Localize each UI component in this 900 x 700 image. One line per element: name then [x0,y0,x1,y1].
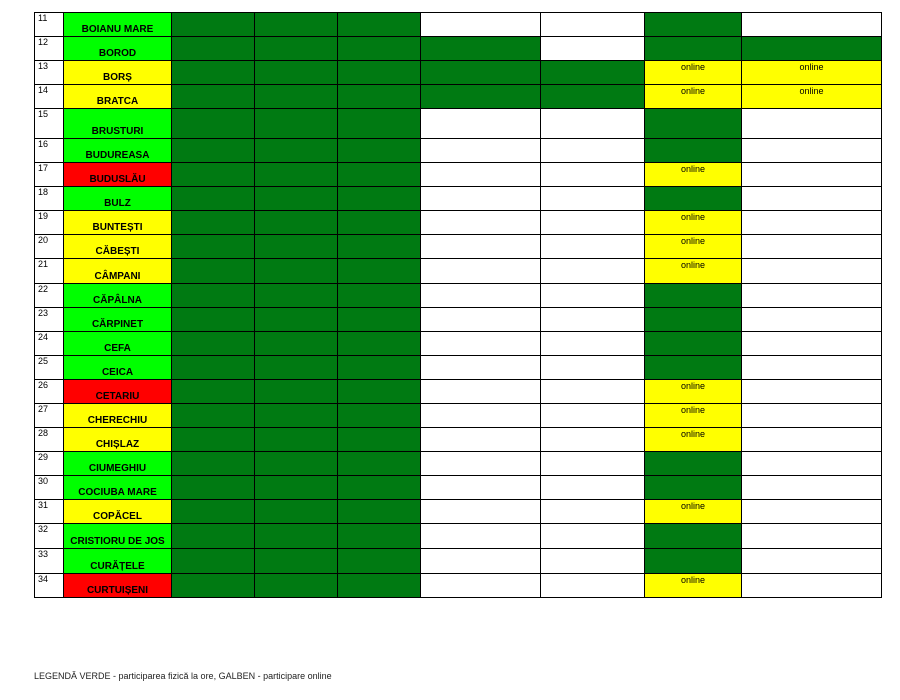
status-cell [541,549,645,574]
status-cell [742,549,882,574]
status-cell [541,259,645,284]
status-cell [541,139,645,163]
status-cell [255,259,338,284]
locality-name: CEICA [64,356,172,380]
status-cell [541,211,645,235]
status-cell [255,85,338,109]
table-row [35,284,882,308]
status-cell [421,61,541,85]
status-cell [645,109,742,139]
status-cell [338,476,421,500]
status-cell [541,380,645,404]
status-cell [541,524,645,549]
status-cell [742,404,882,428]
status-cell [645,308,742,332]
locality-name: CĂRPINET [64,308,172,332]
status-cell [421,452,541,476]
row-number: 24 [35,332,64,356]
status-cell [338,284,421,308]
online-cell: online [645,85,742,109]
status-cell [421,109,541,139]
online-cell: online [645,235,742,259]
status-cell [421,332,541,356]
online-cell: online [742,61,882,85]
status-cell [541,235,645,259]
row-number: 12 [35,37,64,61]
status-cell [172,61,255,85]
status-cell [742,163,882,187]
attendance-table-container [34,12,882,598]
status-cell [338,428,421,452]
status-cell [172,332,255,356]
row-number: 15 [35,109,64,139]
status-cell [172,284,255,308]
table-row [35,211,882,235]
status-cell [338,404,421,428]
locality-name: CURTUIȘENI [64,574,172,598]
online-cell: online [645,259,742,284]
status-cell [338,500,421,524]
status-cell [742,139,882,163]
status-cell [742,235,882,259]
status-cell [255,109,338,139]
status-cell [742,37,882,61]
status-cell [742,356,882,380]
online-cell: online [645,61,742,85]
status-cell [338,259,421,284]
table-row [35,452,882,476]
status-cell [541,356,645,380]
status-cell [541,109,645,139]
status-cell [421,404,541,428]
online-cell: online [645,500,742,524]
locality-name: BUNTEȘTI [64,211,172,235]
online-cell: online [742,85,882,109]
row-number: 13 [35,61,64,85]
status-cell [172,259,255,284]
online-cell: online [645,428,742,452]
status-cell [255,428,338,452]
status-cell [645,284,742,308]
status-cell [172,235,255,259]
online-cell: online [645,574,742,598]
status-cell [172,574,255,598]
status-cell [172,211,255,235]
status-cell [172,404,255,428]
status-cell [742,500,882,524]
status-cell [338,109,421,139]
status-cell [645,356,742,380]
locality-name: CÂMPANI [64,259,172,284]
status-cell [421,163,541,187]
status-cell [338,163,421,187]
status-cell [645,187,742,211]
row-number: 25 [35,356,64,380]
status-cell [742,187,882,211]
status-cell [541,452,645,476]
status-cell [172,428,255,452]
table-body [35,13,882,598]
status-cell [255,61,338,85]
row-number: 17 [35,163,64,187]
row-number: 22 [35,284,64,308]
status-cell [338,308,421,332]
status-cell [255,404,338,428]
row-number: 11 [35,13,64,37]
locality-name: BOROD [64,37,172,61]
status-cell [338,61,421,85]
status-cell [172,163,255,187]
status-cell [742,332,882,356]
status-cell [645,332,742,356]
row-number: 30 [35,476,64,500]
row-number: 33 [35,549,64,574]
table-row [35,139,882,163]
status-cell [172,139,255,163]
status-cell [421,13,541,37]
row-number: 26 [35,380,64,404]
status-cell [255,500,338,524]
table-row [35,163,882,187]
table-row [35,308,882,332]
status-cell [421,187,541,211]
row-number: 18 [35,187,64,211]
status-cell [421,235,541,259]
locality-name: BOIANU MARE [64,13,172,37]
status-cell [338,13,421,37]
online-cell: online [645,163,742,187]
table-row [35,574,882,598]
status-cell [421,139,541,163]
locality-name: BULZ [64,187,172,211]
table-row [35,428,882,452]
status-cell [255,476,338,500]
table-row [35,259,882,284]
locality-name: BRATCA [64,85,172,109]
status-cell [742,524,882,549]
row-number: 23 [35,308,64,332]
attendance-table [34,12,882,598]
status-cell [541,308,645,332]
status-cell [338,211,421,235]
status-cell [541,187,645,211]
status-cell [421,308,541,332]
locality-name: CRISTIORU DE JOS [64,524,172,549]
status-cell [421,211,541,235]
status-cell [645,524,742,549]
locality-name: BUDUSLĂU [64,163,172,187]
locality-name: CEFA [64,332,172,356]
row-number: 16 [35,139,64,163]
status-cell [645,476,742,500]
status-cell [338,574,421,598]
status-cell [742,259,882,284]
row-number: 29 [35,452,64,476]
status-cell [421,574,541,598]
locality-name: CETARIU [64,380,172,404]
status-cell [742,211,882,235]
status-cell [742,308,882,332]
status-cell [255,332,338,356]
status-cell [541,85,645,109]
status-cell [172,308,255,332]
status-cell [255,187,338,211]
locality-name: BORȘ [64,61,172,85]
status-cell [421,428,541,452]
status-cell [645,13,742,37]
row-number: 28 [35,428,64,452]
locality-name: CĂPÂLNA [64,284,172,308]
status-cell [255,13,338,37]
online-cell: online [645,380,742,404]
locality-name: CHIȘLAZ [64,428,172,452]
table-row [35,404,882,428]
locality-name: BRUSTURI [64,109,172,139]
row-number: 27 [35,404,64,428]
status-cell [255,524,338,549]
table-row [35,109,882,139]
status-cell [742,13,882,37]
table-row [35,500,882,524]
status-cell [255,452,338,476]
status-cell [742,452,882,476]
locality-name: CHERECHIU [64,404,172,428]
table-row [35,37,882,61]
status-cell [172,13,255,37]
status-cell [338,235,421,259]
status-cell [645,452,742,476]
status-cell [172,109,255,139]
status-cell [645,139,742,163]
status-cell [172,85,255,109]
status-cell [255,356,338,380]
status-cell [172,500,255,524]
online-cell: online [645,211,742,235]
table-row [35,235,882,259]
status-cell [742,380,882,404]
status-cell [255,211,338,235]
status-cell [541,500,645,524]
status-cell [421,356,541,380]
status-cell [645,37,742,61]
status-cell [255,37,338,61]
status-cell [742,109,882,139]
row-number: 21 [35,259,64,284]
table-row [35,332,882,356]
status-cell [541,13,645,37]
row-number: 14 [35,85,64,109]
table-row [35,61,882,85]
locality-name: CĂBEȘTI [64,235,172,259]
status-cell [541,284,645,308]
status-cell [338,380,421,404]
status-cell [541,332,645,356]
table-row [35,524,882,549]
status-cell [255,235,338,259]
row-number: 19 [35,211,64,235]
status-cell [255,139,338,163]
status-cell [421,380,541,404]
locality-name: BUDUREASA [64,139,172,163]
status-cell [742,574,882,598]
status-cell [541,61,645,85]
status-cell [172,187,255,211]
status-cell [421,284,541,308]
status-cell [172,37,255,61]
locality-name: CIUMEGHIU [64,452,172,476]
table-row [35,85,882,109]
status-cell [338,85,421,109]
legend-text: LEGENDĂ VERDE - participarea fizică la ore, GALBEN - participare online [34,671,332,681]
status-cell [541,404,645,428]
row-number: 32 [35,524,64,549]
status-cell [172,476,255,500]
status-cell [172,380,255,404]
status-cell [421,476,541,500]
status-cell [421,85,541,109]
table-row [35,476,882,500]
row-number: 20 [35,235,64,259]
table-row [35,187,882,211]
status-cell [172,549,255,574]
status-cell [541,574,645,598]
status-cell [338,524,421,549]
status-cell [421,524,541,549]
status-cell [421,500,541,524]
status-cell [541,163,645,187]
status-cell [172,452,255,476]
status-cell [338,139,421,163]
status-cell [742,284,882,308]
locality-name: CURĂȚELE [64,549,172,574]
status-cell [172,356,255,380]
status-cell [421,549,541,574]
status-cell [255,163,338,187]
status-cell [255,284,338,308]
status-cell [421,259,541,284]
row-number: 34 [35,574,64,598]
locality-name: COCIUBA MARE [64,476,172,500]
status-cell [172,524,255,549]
table-row [35,13,882,37]
online-cell: online [645,404,742,428]
status-cell [338,549,421,574]
status-cell [255,549,338,574]
status-cell [742,428,882,452]
status-cell [645,549,742,574]
status-cell [338,187,421,211]
row-number: 31 [35,500,64,524]
locality-name: COPĂCEL [64,500,172,524]
status-cell [255,308,338,332]
status-cell [338,452,421,476]
table-row [35,549,882,574]
status-cell [541,37,645,61]
status-cell [541,476,645,500]
status-cell [421,37,541,61]
status-cell [338,356,421,380]
table-row [35,356,882,380]
status-cell [338,37,421,61]
status-cell [742,476,882,500]
status-cell [541,428,645,452]
table-row [35,380,882,404]
status-cell [338,332,421,356]
status-cell [255,574,338,598]
status-cell [255,380,338,404]
